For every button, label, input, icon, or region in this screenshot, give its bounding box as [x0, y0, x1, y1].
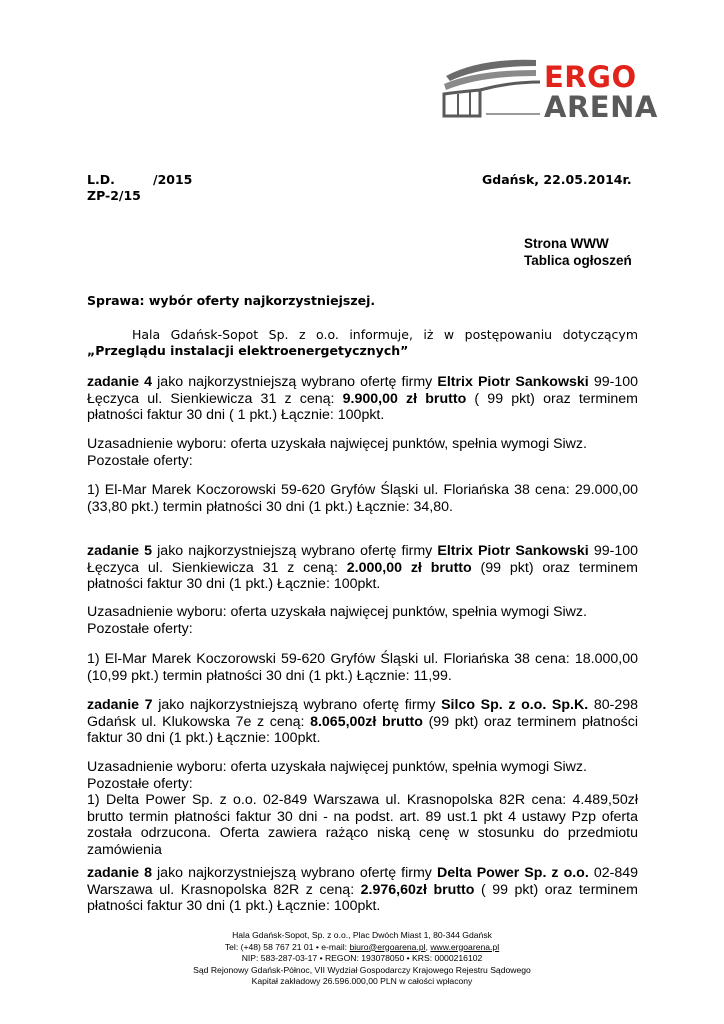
footer-capital: Kapitał zakładowy 26.596.000,00 PLN w całości wpłacony — [251, 976, 473, 986]
email-link[interactable]: biuro@ergoarena.pl — [349, 941, 426, 952]
winner-firm: Delta Power Sp. z o.o. — [436, 865, 589, 881]
winner-price: 2.976,60zł brutto — [360, 881, 475, 898]
reason-text: Uzasadnienie wyboru: oferta uzyskała najwięcej punktów, spełnia wymogi Siwz. — [87, 604, 587, 620]
task-text: jako najkorzystniejszą wybrano ofertę firmy — [152, 374, 438, 390]
task-5-paragraph — [87, 543, 638, 593]
task-text: jako najkorzystniejszą wybrano ofertę firmy — [152, 697, 442, 713]
winner-firm: Eltrix Piotr Sankowski — [437, 543, 589, 559]
task-text: 99-100 Łęczyca ul. Sienkiewicza 31 z ceną: — [87, 543, 638, 576]
subject: Sprawa: wybór oferty najkorzystniejszej. — [87, 293, 376, 308]
footer — [62, 930, 662, 988]
task-4-reason — [87, 436, 638, 469]
intro-title: „Przeglądu instalacji elektroenergetycznych” — [87, 343, 409, 358]
footer-contact-prefix: Tel: (+48) 58 767 21 01 • e-mail: — [224, 941, 350, 952]
ref-year: /2015 — [153, 172, 193, 187]
logo-text-ergo: ERGO — [544, 60, 637, 94]
task-label: zadanie 8 — [87, 865, 152, 881]
other-offer: 1) El-Mar Marek Koczorowski 59-620 Gryfów Śląski ul. Floriańska 38 cena: 18.000,00 (10,99 pkt.) termin płatności 30 dni (1 pkt.) Łącznie: 11,99. — [87, 651, 638, 684]
footer-company: Hala Gdańsk-Sopot, Sp. z o.o., Plac Dwóch Miast 1, 80-344 Gdańsk — [232, 930, 492, 940]
logo-text-arena: ARENA — [544, 90, 658, 124]
task-label: zadanie 7 — [87, 697, 153, 713]
task-8-paragraph — [87, 865, 638, 915]
ref-ld: L.D. — [87, 172, 115, 187]
arena-building-icon — [440, 54, 550, 126]
task-7-paragraph — [87, 697, 638, 747]
task-text: ( 99 pkt) oraz terminem płatności faktur 30 dni (1 pkt.) Łącznie: 100pkt. — [87, 881, 638, 914]
recipient-notice-board: Tablica ogłoszeń — [524, 253, 632, 268]
task-text: (99 pkt) oraz terminem płatności faktur 30 dni (1 pkt.) Łącznie: 100pkt. — [87, 559, 638, 592]
task-text: (99 pkt) oraz terminem płatności faktur 30 dni (1 pkt.) Łącznie: 100pkt. — [87, 713, 638, 746]
other-offer: 1) El-Mar Marek Koczorowski 59-620 Gryfów Śląski ul. Floriańska 38 cena: 29.000,00 (33,80 pkt.) termin płatności 30 dni (1 pkt.) Łącznie: 34,80. — [87, 482, 638, 515]
place-date: Gdańsk, 22.05.2014r. — [482, 172, 632, 187]
task-4-paragraph — [87, 374, 638, 424]
ref-zp: ZP-2/15 — [87, 188, 141, 203]
task-text: 02-849 Warszawa ul. Krasnopolska 82R z ceną: — [87, 865, 639, 898]
ergo-arena-logo — [440, 54, 658, 126]
reason-text: Uzasadnienie wyboru: oferta uzyskała najwięcej punktów, spełnia wymogi Siwz. — [87, 436, 587, 452]
task-text: jako najkorzystniejszą wybrano ofertę firmy — [151, 865, 437, 881]
intro — [87, 327, 638, 359]
footer-court: Sąd Rejonowy Gdańsk-Północ, VII Wydział Gospodarczy Krajowego Rejestru Sądowego — [193, 964, 531, 975]
winner-firm: Silco Sp. z o.o. Sp.K. — [441, 697, 589, 713]
task-label: zadanie 4 — [87, 374, 153, 390]
task-7-reason — [87, 759, 638, 858]
winner-price: 8.065,00zł brutto — [310, 713, 423, 730]
task-text: ( 99 pkt) oraz terminem płatności faktur 30 dni ( 1 pkt.) Łącznie: 100pkt. — [87, 390, 638, 423]
footer-registry-ids: NIP: 583-287-03-17 • REGON: 193078050 • KRS: 0000216102 — [241, 953, 483, 963]
task-text: jako najkorzystniejszą wybrano ofertę firmy — [152, 543, 438, 559]
recipient-website: Strona WWW — [524, 236, 609, 251]
website-link[interactable]: www.ergoarena.pl — [430, 941, 500, 952]
task-4-other-offer — [87, 482, 638, 515]
task-label: zadanie 5 — [87, 543, 153, 559]
task-text: 99-100 Łęczyca ul. Sienkiewicza 31 z ceną: — [87, 374, 638, 407]
task-5-other-offer — [87, 651, 638, 684]
other-offer: 1) Delta Power Sp. z o.o. 02-849 Warszawa ul. Krasnopolska 82R cena: 4.489,50zł brutto termin płatności faktur 30 dni - na podst. art. 89 ust.1 pkt 4 ustawy Pzp oferta została odrzucona. Oferta zawiera rażąco niską cenę w stosunku do przedmiotu zamówienia — [87, 792, 638, 858]
task-text: 80-298 Gdańsk ul. Klukowska 7e z ceną: — [87, 697, 639, 730]
other-offers-label: Pozostałe oferty: — [87, 775, 193, 792]
other-offers-label: Pozostałe oferty: — [87, 452, 193, 469]
task-5-reason — [87, 604, 638, 637]
recipients — [524, 235, 632, 269]
other-offers-label: Pozostałe oferty: — [87, 620, 193, 637]
footer-separator: , — [425, 941, 431, 952]
intro-text: Hala Gdańsk-Sopot Sp. z o.o. informuje, iż w postępowaniu dotyczącym — [132, 327, 638, 342]
winner-firm: Eltrix Piotr Sankowski — [437, 374, 589, 390]
footer-contact — [62, 942, 662, 954]
winner-price: 9.900,00 zł brutto — [342, 390, 467, 407]
reason-text: Uzasadnienie wyboru: oferta uzyskała najwięcej punktów, spełnia wymogi Siwz. — [87, 759, 587, 775]
winner-price: 2.000,00 zł brutto — [346, 559, 472, 576]
